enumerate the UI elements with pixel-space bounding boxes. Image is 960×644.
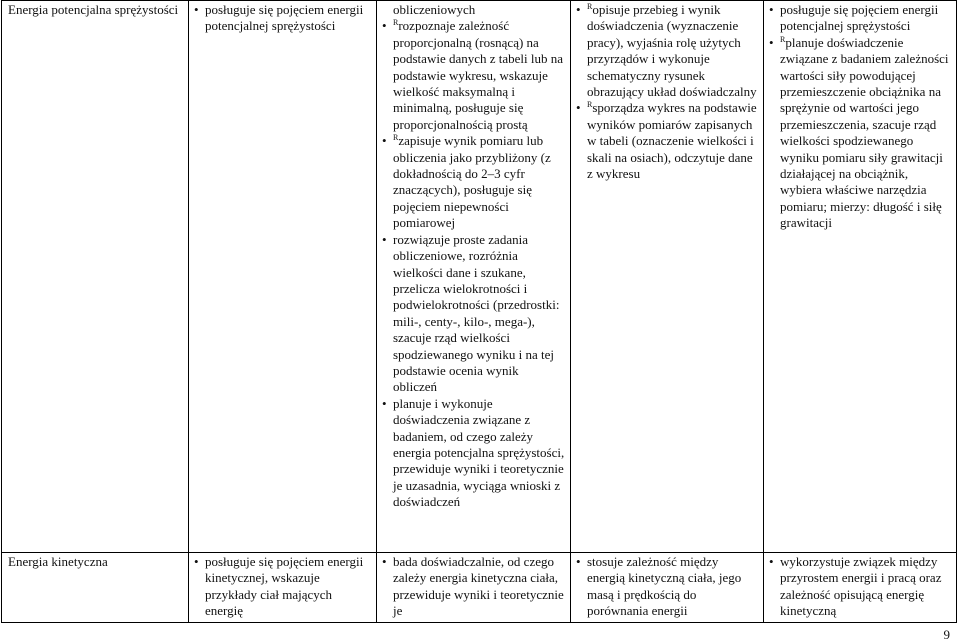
list-item: • $^R$rozpoznaje zależność proporcjonalną (rosnącą) na podstawie danych z tabeli lub na podstawie wykresu, wskazuje wielkość maksymalną i minimalną, posługuje się proporcjonalnością prostą (382, 18, 565, 133)
requirements-cell (377, 553, 571, 623)
topic-label: Energia potencjalna sprężystości (8, 2, 179, 17)
list-item: • posługuje się pojęciem energii potencjalnej sprężystości (769, 2, 951, 35)
list-item: • $^R$zapisuje wynik pomiaru lub obliczenia jako przybliżony (z dokładnością do 2–3 cyfr znaczących), posługuje się pojęciem niepewności pomiarowej (382, 133, 565, 231)
table-row (2, 553, 957, 623)
curriculum-table (1, 0, 957, 623)
page-number: 9 (943, 627, 950, 642)
list-item: • posługuje się pojęciem energii kinetycznej, wskazuje przykłady ciał mających energię (194, 554, 371, 620)
list-item: • $^R$opisuje przebieg i wynik doświadczenia (wyznaczenie pracy), wyjaśnia rolę użytych przyrządów i wykonuje schematyczny rysunek obrazujący układ doświadczalny (576, 2, 758, 100)
requirements-cell (764, 553, 957, 623)
list-item: • rozwiązuje proste zadania obliczeniowe, rozróżnia wielkości dane i szukane, przelicza wielokrotności i podwielokrotności (przedrostki: mili-, centy-, kilo-, mega-), szacuje rząd wielkości spodziewanego wyniku i na tej podstawie ocenia wynik obliczeń (382, 232, 565, 396)
requirements-cell (189, 1, 377, 553)
list-item: • posługuje się pojęciem energii potencjalnej sprężystości (194, 2, 371, 35)
requirements-cell (189, 553, 377, 623)
requirements-cell (571, 1, 764, 553)
list-item: • $^R$sporządza wykres na podstawie wyników pomiarów zapisanych w tabeli (oznaczenie wielkości i skali na osiach), odczytuje dane z wykresu (576, 100, 758, 182)
requirements-cell (764, 1, 957, 553)
list-item: • wykorzystuje związek między przyrostem energii i pracą oraz zależność opisującą energię kinetyczną (769, 554, 951, 620)
list-item: • stosuje zależność między energią kinetyczną ciała, jego masą i prędkością do porównania energii (576, 554, 758, 620)
list-item: obliczeniowych (393, 2, 476, 17)
topic-label: Energia kinetyczna (8, 554, 108, 569)
table-row (2, 1, 957, 553)
requirements-cell (377, 1, 571, 553)
topic-cell (2, 1, 189, 553)
list-item: • planuje i wykonuje doświadczenia związane z badaniem, od czego zależy energia potencjalna sprężystości, przewiduje wyniki i teoretycznie je uzasadnia, wyciąga wnioski z doświadczeń (382, 396, 565, 511)
requirements-cell (571, 553, 764, 623)
list-item: • $^R$planuje doświadczenie związane z badaniem zależności wartości siły powodującej przemieszczenie obciążnika na sprężynie od wartości jego przemieszczenia, szacuje rząd wielkości spodziewanego wyniku pomiaru siły grawitacji działającej na obciążnik, wybiera właściwe narzędzia pomiaru; mierzy: długość i siłę grawitacji (769, 35, 951, 232)
list-item: • bada doświadczalnie, od czego zależy energia kinetyczna ciała, przewiduje wyniki i teoretycznie je (382, 554, 565, 620)
topic-cell (2, 553, 189, 623)
